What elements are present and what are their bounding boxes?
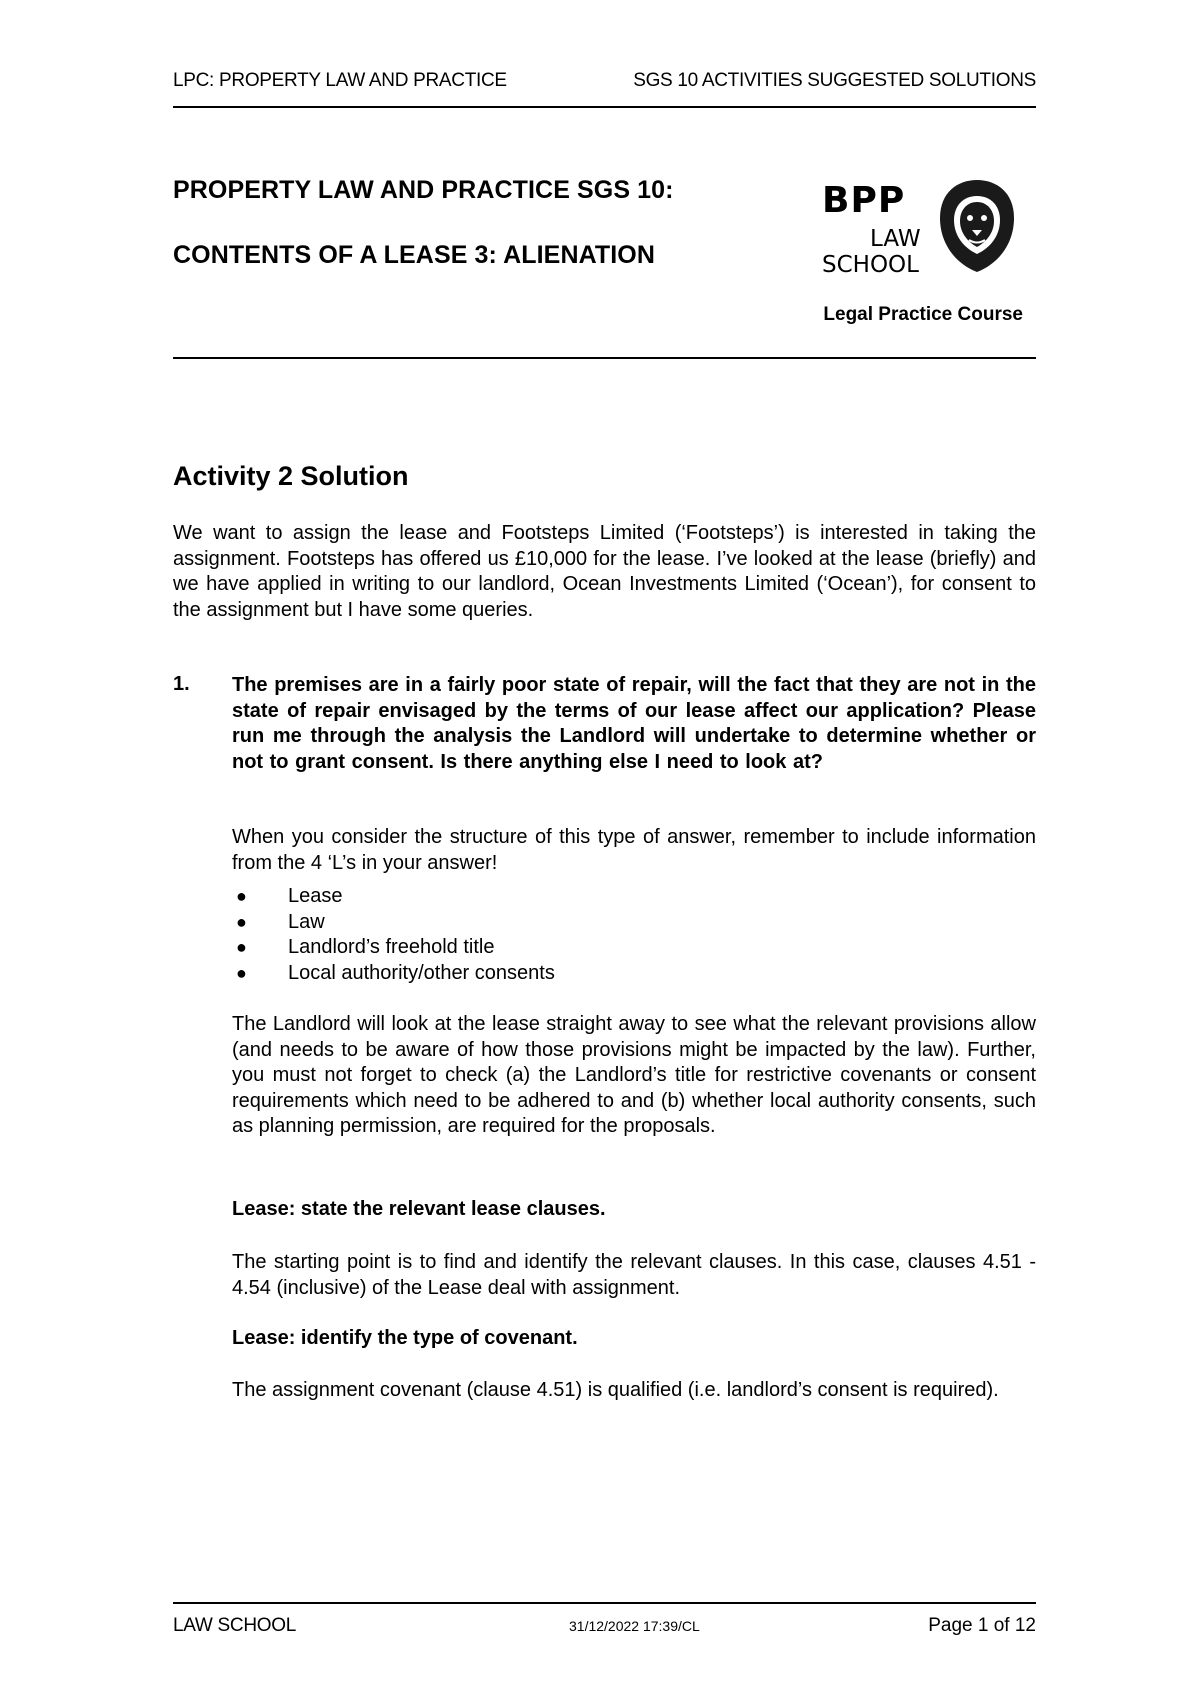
intro-paragraph: We want to assign the lease and Footsteps Limited (‘Footsteps’) is interested in taking the assignment. Footsteps has offered us £10,000 for the lease. I’ve looked at the lease (briefly) and we have applied in writing to our landlord, Ocean Investments Limited (‘Ocean’), for consent to the assignment but I have some queries. (173, 522, 1036, 621)
lion-shield-icon (936, 178, 1018, 274)
clauses-paragraph: The starting point is to find and identify the relevant clauses. In this case, clauses 4.51 - 4.54 (inclusive) of the Lease deal with assignment. (232, 1251, 1036, 1299)
list-item-text: Local authority/other consents (288, 961, 555, 984)
question-text: The premises are in a fairly poor state of repair, will the fact that they are not in the state of repair envisaged by the terms of our lease affect our application? Please run me through the analysis the Landlord will undertake to determine whether or not to grant consent. Is there anything else I need to look at? (232, 674, 1036, 773)
course-label: Legal Practice Course (823, 304, 1023, 325)
bullet-icon: ● (236, 937, 247, 957)
question-number: 1. (173, 673, 190, 695)
title-rule (173, 357, 1036, 359)
list-item (232, 910, 555, 936)
list-item-text: Lease (288, 885, 343, 907)
bullet-icon: ● (236, 962, 247, 983)
page-number: Page 1 of 12 (928, 1615, 1036, 1636)
running-footer (173, 1615, 1036, 1639)
covenant-paragraph: The assignment covenant (clause 4.51) is qualified (i.e. landlord’s consent is required). (232, 1379, 999, 1401)
bullet-icon: ● (236, 886, 247, 906)
bpp-law-school-logo (822, 180, 1022, 280)
landlord-paragraph: The Landlord will look at the lease straight away to see what the relevant provisions allow (and needs to be aware of how those provisions might be impacted by the law). Further, you must not forget to check (a) the Landlord’s title for restrictive covenants or consent requirements which need to be adhered to and (b) whether local authority consents, such as planning permission, are required for the proposals. (232, 1013, 1036, 1137)
header-left-text: LPC: PROPERTY LAW AND PRACTICE (173, 70, 507, 91)
list-item (232, 884, 555, 910)
logo-text-school: SCHOOL (822, 252, 919, 278)
document-title-line-2: CONTENTS OF A LEASE 3: ALIENATION (173, 241, 656, 269)
header-rule (173, 106, 1036, 108)
footer-timestamp: 31/12/2022 17:39/CL (569, 1618, 700, 1634)
running-header (173, 70, 1036, 94)
list-item (232, 961, 555, 987)
logo-text-law: LAW (870, 226, 921, 252)
subheading-lease-clauses: Lease: state the relevant lease clauses. (232, 1198, 606, 1220)
header-right-text: SGS 10 ACTIVITIES SUGGESTED SOLUTIONS (633, 70, 1036, 91)
footer-left-text: LAW SCHOOL (173, 1615, 296, 1636)
subheading-covenant-type: Lease: identify the type of covenant. (232, 1327, 578, 1349)
logo-text-bpp: BPP (822, 180, 906, 221)
structure-note-paragraph: When you consider the structure of this type of answer, remember to include information from the 4 ‘L’s in your answer! (232, 826, 1036, 874)
list-item (232, 935, 555, 961)
footer-rule (173, 1602, 1036, 1604)
list-item-text: Law (288, 910, 325, 933)
list-item-text: Landlord’s freehold title (288, 936, 495, 958)
bullet-icon: ● (236, 911, 247, 932)
four-ls-list (232, 884, 555, 986)
section-heading: Activity 2 Solution (173, 461, 409, 491)
document-title-line-1: PROPERTY LAW AND PRACTICE SGS 10: (173, 176, 674, 204)
